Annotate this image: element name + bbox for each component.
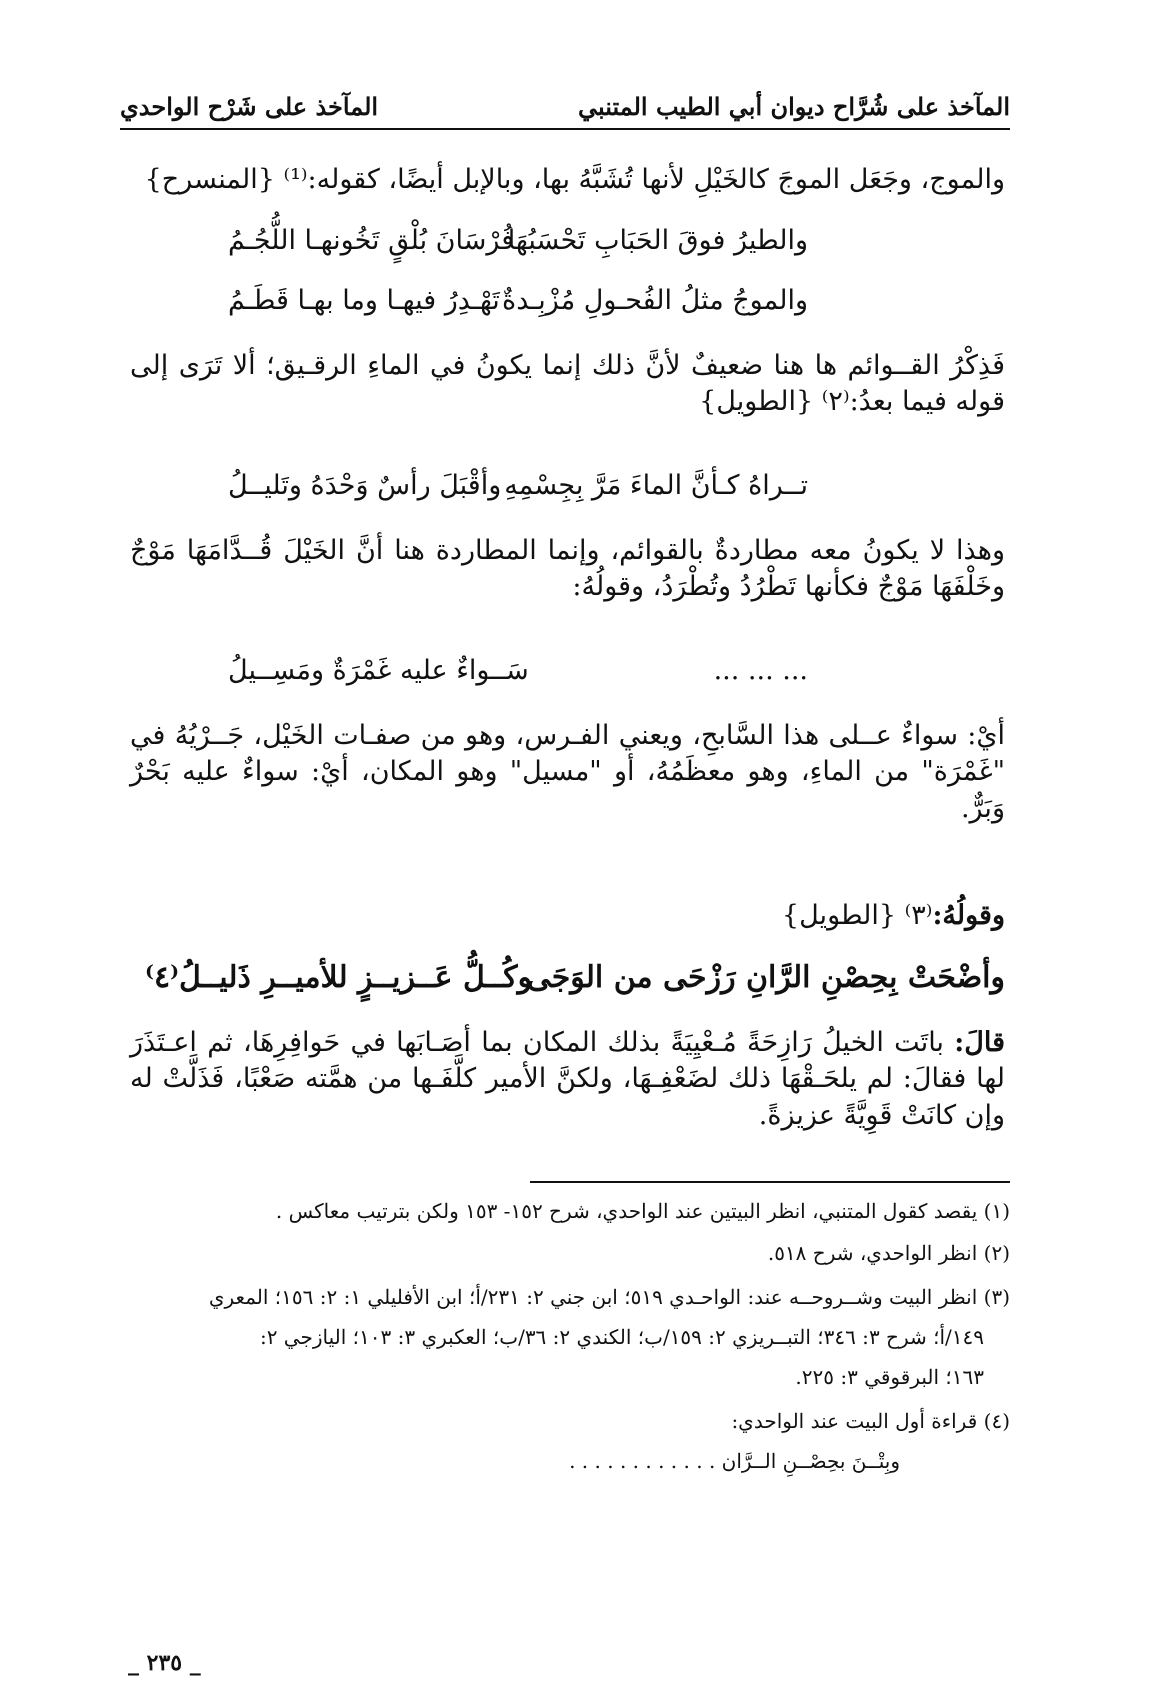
verse-2-first-hemistich: والموجُ مثلُ الفُحـولِ مُزْبِـدةٌ (502, 285, 808, 316)
page-number: _ ٢٣٥ _ (128, 1650, 201, 1676)
footnote-3-line-1: (٣) انظر البيت وشــروحــه عند: الواحـدي ٥١٩؛ ابن جني ٢: ٢٣١/أ؛ ابن الأفليلي ١: ٢: ١٥٦؛ المعري (208, 1285, 1010, 1309)
paragraph-5 (130, 898, 1005, 934)
footnote-1: (١) يقصد كقول المتنبي، انظر البيتين عند الواحدي، شرح ١٥٢- ١٥٣ ولكن بترتيب معاكس . (275, 1199, 1010, 1223)
footnote-4: (٤) قراءة أول البيت عند الواحدي: (731, 1409, 1010, 1433)
footnote-2: (٢) انظر الواحدي، شرح ٥١٨. (767, 1241, 1010, 1265)
running-header (120, 92, 1010, 128)
quote-label: وقولُهُ: (932, 900, 1005, 931)
header-rule (120, 128, 1010, 130)
footnote-3-line-2: ١٤٩/أ؛ شرح ٣: ٣٤٦؛ التبــريزي ٢: ١٥٩/ب؛ الكندي ٢: ٣٦/ب؛ العكبري ٣: ١٠٣؛ اليازجي ٢: (259, 1325, 984, 1349)
verse-1-second-hemistich: فُرْسَانَ بُلْقٍ تَخُونهـا اللُّجُـمُ (228, 225, 515, 256)
verse-3-first-hemistich: تــراهُ كـأنَّ الماءَ مَرَّ بِجِسْمِهِ (504, 470, 808, 501)
paragraph-4: أيْ: سواءٌ عــلى هذا السَّابحِ، ويعني الفـرس، وهو من صفـات الخَيْل، جَــرْيُهُ في "غَمْرَة" من الماءِ، وهو معظَمُهُ، أو "مسيل" وهو المكان، أيْ: سواءٌ عليه بَحْرٌ وَبَرٌّ. (130, 720, 1005, 824)
meter-note: ⁽٣⁾ {الطويل} (781, 900, 933, 931)
paragraph-2: فَذِكْرُ القــوائم ها هنا ضعيفٌ لأنَّ ذلك إنما يكونُ في الماءِ الرقـيق؛ ألا تَرَى إلى قوله فيما بعدُ:⁽٢⁾ {الطويل} (130, 350, 1005, 418)
verse-5-second-hemistich: وكُــلُّ عَــزيــزٍ للأميــرِ ذَليــلُ⁽٤⁾ (145, 960, 533, 995)
verse-3-second-hemistich: وأقْبَلَ رأسٌ وَحْدَهُ وتَليــلُ (228, 470, 502, 501)
footnote-4-verse: وبِتْــنَ بحِصْــنِ الــرَّان . . . . . . . . . . . . (569, 1449, 900, 1473)
paragraph-6 (130, 1025, 1005, 1134)
commentary-text: باتَت الخيلُ رَازِحَةً مُـعْيِيَةً بذلك المكان بما أصَـابَها في حَوافِرِهَا، ثم اعـتَذَرَ لها فقالَ: لم يلحَـقْهَا ذلك لضَعْفِـهَا، ولكنَّ الأمير كلَّفَـها من همَّته صَعْبًا، فَذَلَّتْ له وإن كانَتْ قَوِيَّةً عزيزةً. (130, 1027, 1005, 1131)
footnote-3-line-3: ١٦٣؛ البرقوقي ٣: ٢٢٥. (795, 1365, 984, 1389)
paragraph-1: والموج، وجَعَل الموجَ كالخَيْلِ لأنها تُشَبَّهُ بها، وبالإبل أيضًا، كقوله:⁽¹⁾ {المنسرح} (144, 164, 1005, 195)
verse-1-first-hemistich: والطيرُ فوقَ الحَبَابِ تَحْسَبُهَا (507, 225, 808, 256)
verse-4-second-hemistich: سَــواءٌ عليه غَمْرَةٌ ومَسِــيلُ (228, 655, 529, 686)
header-book-title: المآخذ على شُرَّاح ديوان أبي الطيب المتنبي (578, 92, 1010, 121)
commentary-label: قالَ: (954, 1027, 1005, 1058)
verse-4-elided-hemistich: ... ... ... (713, 655, 808, 686)
footnote-rule (530, 1181, 1010, 1183)
paragraph-3: وهذا لا يكونُ معه مطاردةٌ بالقوائم، وإنما المطاردة هنا أنَّ الخَيْلَ قُــدَّامَهَا مَوْجٌ وخَلْفَهَا مَوْجٌ فكأنها تَطْرُدُ وتُطْرَدُ، وقولُهُ: (130, 535, 1005, 603)
header-section-title: المآخذ على شَرْح الواحدي (120, 92, 379, 121)
verse-5-first-hemistich: وأضْحَتْ بِحِصْنِ الرَّانِ رَزْحَى من الوَجَى (526, 960, 1005, 995)
verse-2-second-hemistich: تَهْـدِرُ فيهـا وما بهـا قَطَـمُ (228, 285, 500, 316)
